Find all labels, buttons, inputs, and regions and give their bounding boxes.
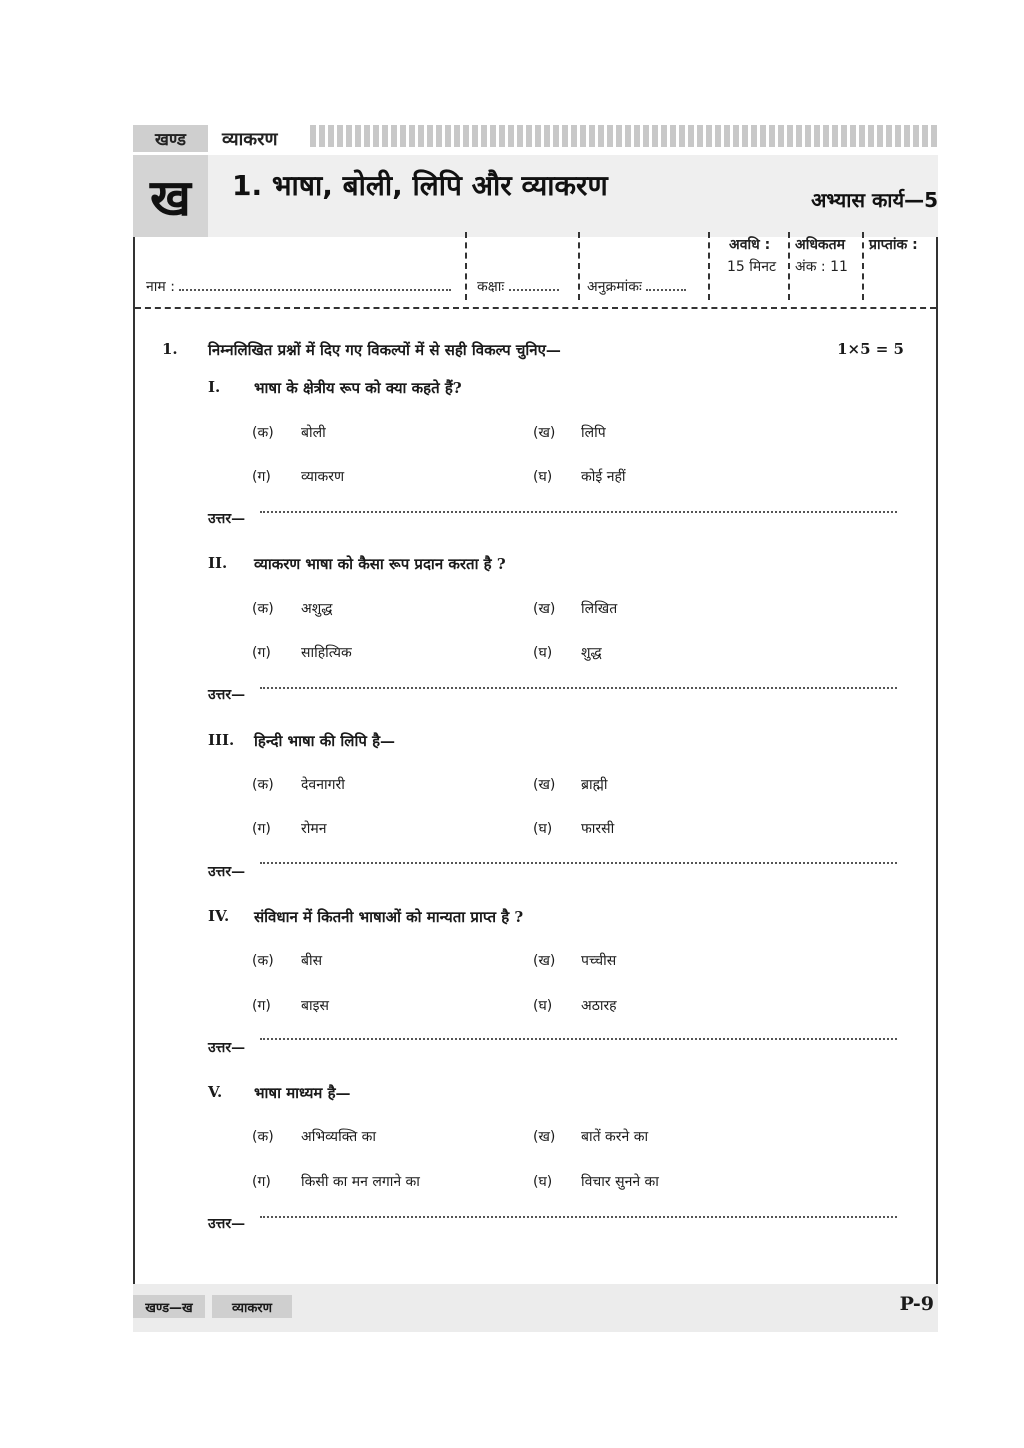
option-text[interactable]: रोमन bbox=[301, 821, 327, 837]
subquestion-number: II. bbox=[208, 554, 228, 572]
subquestion-number: IV. bbox=[208, 907, 230, 925]
subquestion-number: III. bbox=[208, 731, 235, 749]
option-text[interactable]: विचार सुनने का bbox=[581, 1174, 659, 1190]
chapter-title: 1. भाषा, बोली, लिपि और व्याकरण bbox=[232, 169, 608, 202]
divider bbox=[708, 232, 710, 300]
option-text[interactable]: लिपि bbox=[581, 425, 606, 441]
right-border bbox=[936, 237, 938, 1284]
option-label: (ख) bbox=[533, 601, 556, 617]
divider bbox=[465, 232, 467, 300]
obtained-marks-label: प्राप्तांक : bbox=[869, 237, 918, 253]
option-text[interactable]: किसी का मन लगाने का bbox=[301, 1174, 420, 1190]
option-text[interactable]: देवनागरी bbox=[301, 777, 345, 793]
option-text[interactable]: अठारह bbox=[581, 998, 617, 1014]
option-text[interactable]: पच्चीस bbox=[581, 953, 617, 969]
option-text[interactable]: बातें करने का bbox=[581, 1129, 649, 1145]
option-label: (ख) bbox=[533, 425, 556, 441]
option-label: (क) bbox=[252, 953, 274, 969]
option-text[interactable]: बाइस bbox=[301, 998, 329, 1014]
answer-label: उत्तर— bbox=[208, 687, 246, 703]
subquestion-text: भाषा के क्षेत्रीय रूप को क्या कहते हैं? bbox=[254, 379, 462, 397]
max-marks-label: अधिकतम bbox=[795, 237, 846, 253]
section-name: व्याकरण bbox=[222, 125, 285, 152]
section-tab: खण्ड bbox=[133, 125, 208, 152]
class-field[interactable] bbox=[477, 277, 559, 296]
section-letter: ख bbox=[133, 155, 208, 237]
option-text[interactable]: बोली bbox=[301, 425, 326, 441]
option-text[interactable]: शुद्ध bbox=[581, 645, 602, 661]
duration-value: 15 मिनट bbox=[727, 259, 777, 275]
roll-blank[interactable] bbox=[646, 277, 686, 291]
option-text[interactable]: अशुद्ध bbox=[301, 601, 333, 617]
footer-section: खण्ड—ख bbox=[133, 1295, 205, 1318]
option-label: (ग) bbox=[252, 469, 271, 485]
subquestion-text: संविधान में कितनी भाषाओं को मान्यता प्राप्त है ? bbox=[254, 908, 524, 926]
option-label: (घ) bbox=[533, 821, 553, 837]
option-label: (ग) bbox=[252, 1174, 271, 1190]
option-label: (क) bbox=[252, 601, 274, 617]
option-text[interactable]: अभिव्यक्ति का bbox=[301, 1129, 377, 1145]
roll-field[interactable] bbox=[587, 277, 686, 296]
divider bbox=[862, 232, 864, 300]
subquestion-text: व्याकरण भाषा को कैसा रूप प्रदान करता है ? bbox=[254, 555, 506, 573]
option-text[interactable]: फारसी bbox=[581, 821, 615, 837]
option-label: (ग) bbox=[252, 998, 271, 1014]
question-text: निम्नलिखित प्रश्नों में दिए गए विकल्पों में से सही विकल्प चुनिए— bbox=[208, 341, 561, 359]
option-text[interactable]: कोई नहीं bbox=[581, 469, 626, 485]
name-label: नाम : bbox=[146, 279, 175, 295]
option-text[interactable]: लिखित bbox=[581, 601, 618, 617]
left-border bbox=[133, 237, 135, 1284]
footer-section-name: व्याकरण bbox=[212, 1295, 292, 1318]
header-stripe bbox=[310, 125, 938, 147]
answer-line[interactable] bbox=[260, 511, 897, 513]
option-label: (घ) bbox=[533, 998, 553, 1014]
divider bbox=[788, 232, 790, 300]
subquestion-number: I. bbox=[208, 378, 221, 396]
option-label: (ख) bbox=[533, 1129, 556, 1145]
option-label: (क) bbox=[252, 777, 274, 793]
answer-line[interactable] bbox=[260, 1038, 897, 1040]
option-label: (घ) bbox=[533, 1174, 553, 1190]
option-text[interactable]: बीस bbox=[301, 953, 323, 969]
class-label: कक्षाः bbox=[477, 279, 505, 295]
class-blank[interactable] bbox=[509, 277, 559, 291]
option-text[interactable]: ब्राह्मी bbox=[581, 777, 608, 793]
option-label: (ग) bbox=[252, 821, 271, 837]
option-label: (ग) bbox=[252, 645, 271, 661]
subquestion-number: V. bbox=[208, 1083, 223, 1101]
answer-label: उत्तर— bbox=[208, 1040, 246, 1056]
subquestion-text: हिन्दी भाषा की लिपि है— bbox=[254, 732, 396, 750]
subquestion-text: भाषा माध्यम है— bbox=[254, 1084, 351, 1102]
divider bbox=[578, 232, 580, 300]
name-blank[interactable] bbox=[179, 277, 451, 291]
answer-line[interactable] bbox=[260, 862, 897, 864]
option-label: (ख) bbox=[533, 953, 556, 969]
question-marks: 1×5 = 5 bbox=[837, 340, 904, 358]
option-text[interactable]: साहित्यिक bbox=[301, 645, 352, 661]
page-number: P-9 bbox=[899, 1293, 934, 1315]
answer-line[interactable] bbox=[260, 687, 897, 689]
duration-label: अवधि : bbox=[729, 237, 771, 253]
answer-label: उत्तर— bbox=[208, 1216, 246, 1232]
answer-line[interactable] bbox=[260, 1216, 897, 1218]
option-label: (घ) bbox=[533, 645, 553, 661]
exercise-label: अभ्यास कार्य—5 bbox=[811, 188, 938, 212]
answer-label: उत्तर— bbox=[208, 864, 246, 880]
option-text[interactable]: व्याकरण bbox=[301, 469, 345, 485]
roll-label: अनुक्रमांकः bbox=[587, 279, 642, 295]
question-number: 1. bbox=[162, 340, 178, 358]
answer-label: उत्तर— bbox=[208, 511, 246, 527]
max-marks-value: अंक : 11 bbox=[795, 259, 848, 275]
option-label: (ख) bbox=[533, 777, 556, 793]
option-label: (घ) bbox=[533, 469, 553, 485]
option-label: (क) bbox=[252, 1129, 274, 1145]
option-label: (क) bbox=[252, 425, 274, 441]
name-field[interactable] bbox=[146, 277, 451, 296]
info-separator bbox=[135, 307, 936, 309]
